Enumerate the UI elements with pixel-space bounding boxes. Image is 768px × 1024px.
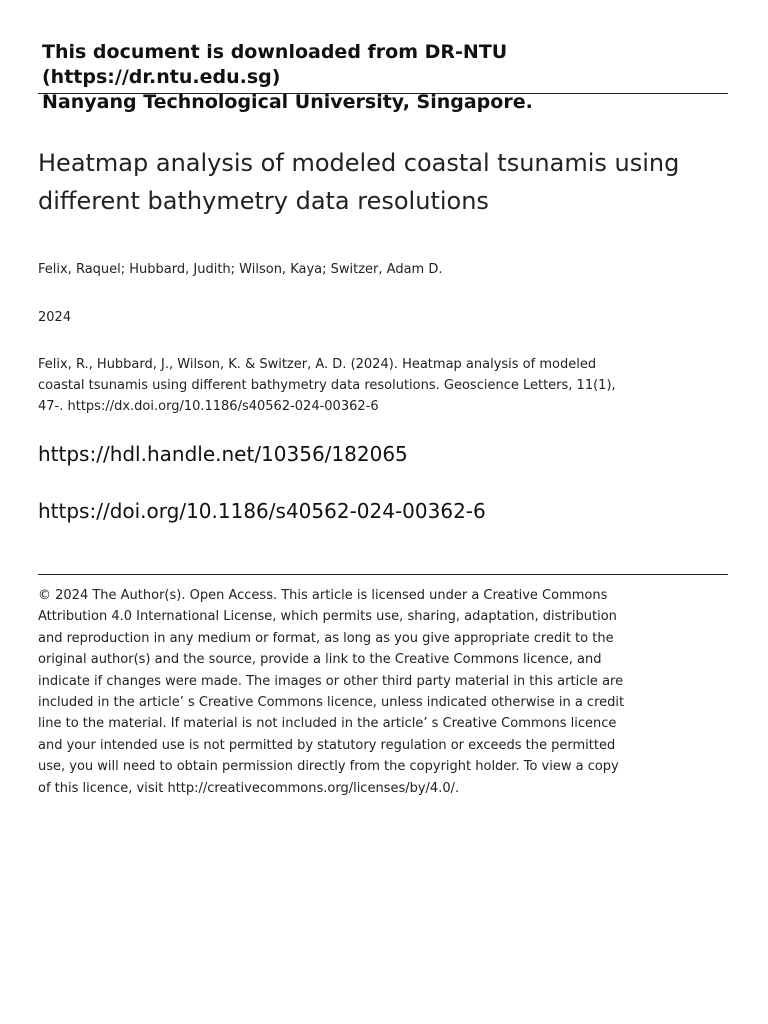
header-divider (38, 93, 728, 94)
university-line: Nanyang Technological University, Singapore. (42, 91, 533, 113)
license-divider (38, 574, 728, 575)
citation-text: Felix, R., Hubbard, J., Wilson, K. & Switzer, A. D. (2024). Heatmap analysis of modeled coastal tsunamis using different bathymetry data resolutions. Geoscience Letters, 11(1), 47-. https://dx.doi.org/10.1186/s40562-024-00362-6 (38, 357, 616, 414)
article-title: Heatmap analysis of modeled coastal tsunamis using different bathymetry data resolutions (38, 149, 680, 215)
download-source-line: This document is downloaded from DR-NTU (https://dr.ntu.edu.sg) (42, 41, 508, 88)
handle-link[interactable]: https://hdl.handle.net/10356/182065 (38, 442, 408, 466)
doi-link[interactable]: https://doi.org/10.1186/s40562-024-00362-6 (38, 499, 486, 523)
license-text: © 2024 The Author(s). Open Access. This article is licensed under a Creative Commons Attribution 4.0 International License, which permits use, sharing, adaptation, distribution and reproduction in any medium or format, as long as you give appropriate credit to the original author(s) and the source, provide a link to the Creative Commons licence, and indicate if changes were made. The images or other third party material in this article are included in the article’ s Creative Commons licence, unless indicated otherwise in a credit line to the material. If material is not included in the article’ s Creative Commons licence and your intended use is not permitted by statutory regulation or exceeds the permitted use, you will need to obtain permission directly from the copyright holder. To view a copy of this licence, visit http://creativecommons.org/licenses/by/4.0/. (38, 588, 625, 796)
repository-header (42, 40, 728, 115)
publication-year: 2024 (38, 310, 72, 325)
article-authors: Felix, Raquel; Hubbard, Judith; Wilson, Kaya; Switzer, Adam D. (38, 262, 443, 277)
document-page (38, 0, 728, 1024)
